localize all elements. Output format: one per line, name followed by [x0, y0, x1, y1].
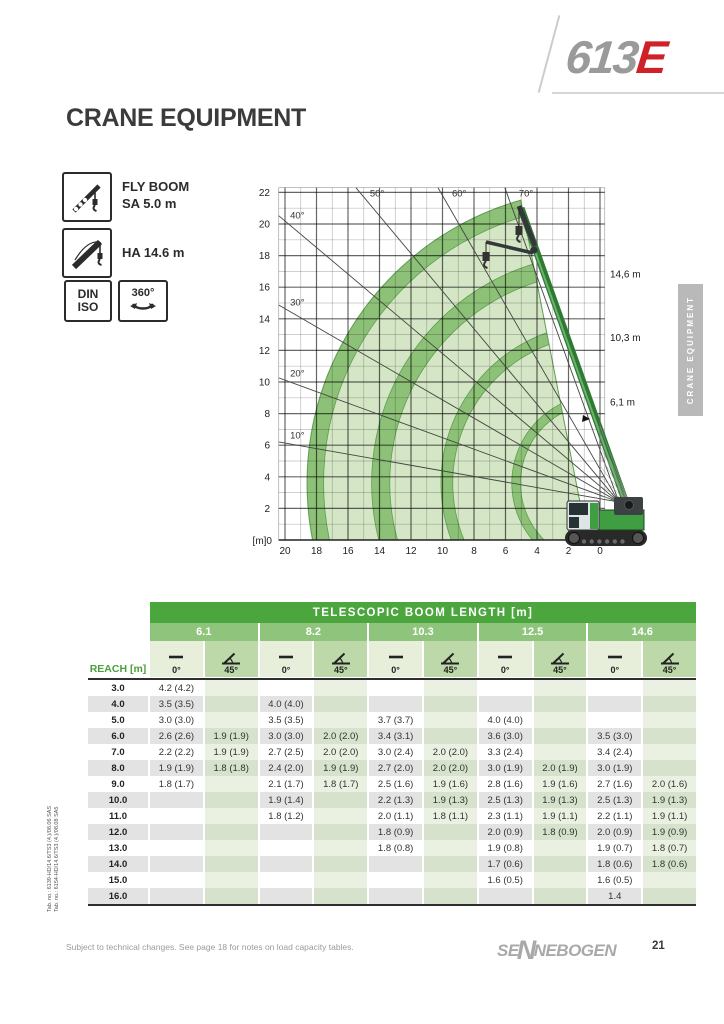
load-cell — [369, 680, 422, 696]
load-cell — [260, 680, 313, 696]
load-cell: 1.8 (0.6) — [588, 856, 641, 872]
load-cell — [424, 856, 477, 872]
x-tick-label: 10 — [436, 546, 449, 557]
reach-row-label: 3.0 — [88, 680, 148, 696]
load-cell — [369, 856, 422, 872]
angle-45-header — [424, 641, 477, 677]
y-zero-label: [m]0 — [252, 536, 272, 547]
angle-45-icon — [548, 652, 572, 665]
load-cell — [643, 712, 696, 728]
load-cell: 1.9 (1.9) — [205, 728, 258, 744]
din-iso-box — [64, 280, 112, 322]
load-cell — [205, 680, 258, 696]
load-cell — [424, 840, 477, 856]
reach-header: REACH [m] — [89, 663, 147, 675]
reach-row-label: 12.0 — [88, 824, 148, 840]
angle-0-header — [588, 641, 641, 677]
x-tick-label: 20 — [279, 546, 291, 557]
angle-degree-label: 45° — [224, 665, 238, 675]
model-number: 613 — [563, 31, 640, 83]
load-cell: 4.0 (4.0) — [479, 712, 532, 728]
load-cell: 2.5 (1.3) — [479, 792, 532, 808]
table-bottom-rule — [88, 904, 696, 906]
load-cell: 4.2 (4.2) — [150, 680, 203, 696]
load-cell: 4.0 (4.0) — [260, 696, 313, 712]
load-cell — [643, 728, 696, 744]
load-cell: 2.7 (2.5) — [260, 744, 313, 760]
load-cell: 1.8 (0.6) — [643, 856, 696, 872]
rotation-arrow-icon — [128, 300, 158, 312]
load-cell: 1.9 (1.4) — [260, 792, 313, 808]
load-cell: 2.2 (2.2) — [150, 744, 203, 760]
side-tab — [678, 284, 703, 416]
load-cell: 2.7 (2.0) — [369, 760, 422, 776]
x-tick-label: 18 — [310, 546, 323, 557]
load-cell: 3.0 (3.0) — [260, 728, 313, 744]
angle-degree-label: 45° — [553, 665, 567, 675]
load-cell: 3.7 (3.7) — [369, 712, 422, 728]
load-cell — [205, 872, 258, 888]
y-tick-label: 22 — [258, 187, 270, 199]
load-cell: 3.4 (3.1) — [369, 728, 422, 744]
angle-label: 40° — [290, 210, 305, 222]
x-tick-label: 12 — [405, 546, 417, 557]
angle-degree-label: 0° — [391, 665, 400, 675]
x-tick-label: 8 — [471, 546, 477, 557]
load-cell — [534, 744, 587, 760]
load-cell — [260, 824, 313, 840]
logo-diagonal-line — [538, 15, 561, 93]
load-cell: 1.9 (0.7) — [588, 840, 641, 856]
angle-label: 20° — [290, 368, 305, 380]
load-cell: 2.8 (1.6) — [479, 776, 532, 792]
x-tick-label: 14 — [373, 546, 386, 557]
y-tick-label: 18 — [258, 251, 270, 263]
load-cell: 1.9 (1.1) — [643, 808, 696, 824]
load-cell — [260, 888, 313, 904]
load-cell: 1.9 (1.9) — [205, 744, 258, 760]
load-cell — [534, 696, 587, 712]
angle-0-icon — [385, 652, 407, 665]
load-cell — [643, 872, 696, 888]
angle-degree-label: 0° — [500, 665, 510, 675]
load-cell: 3.5 (3.0) — [588, 728, 641, 744]
hook-main — [516, 226, 523, 235]
load-cell: 1.9 (1.3) — [643, 792, 696, 808]
load-cell: 3.0 (1.9) — [479, 760, 532, 776]
load-cell: 3.0 (2.4) — [369, 744, 422, 760]
x-tick-label: 4 — [534, 546, 540, 557]
load-cell: 1.8 (0.7) — [643, 840, 696, 856]
load-cell — [150, 792, 203, 808]
angle-degree-label: 45° — [333, 665, 348, 675]
angle-degree-label: 45° — [662, 665, 677, 675]
table-number-notes: Tab. no.: 6139-HD/14.6/TS3 (4.)/08.06 SAS Tab. no.: 6154-HD/14.6/TS3 (4.)/08.08 SA5 — [47, 805, 60, 912]
angle-degree-label: 0° — [610, 665, 620, 675]
load-cell — [205, 696, 258, 712]
load-cell — [588, 712, 641, 728]
load-cell: 1.8 (0.9) — [534, 824, 587, 840]
load-cell: 1.9 (1.1) — [534, 808, 587, 824]
load-cell: 1.9 (1.6) — [534, 776, 587, 792]
angle-0-icon — [604, 652, 626, 665]
load-cell: 3.5 (3.5) — [150, 696, 203, 712]
load-cell — [534, 840, 587, 856]
brand-big-n: N — [516, 935, 536, 965]
angle-label: 10° — [290, 430, 305, 442]
ha-boom-icon-box — [62, 228, 112, 278]
load-cell — [424, 696, 477, 712]
load-cell: 3.0 (3.0) — [150, 712, 203, 728]
y-tick-label: 16 — [258, 282, 270, 294]
working-range-diagram — [238, 168, 672, 568]
load-cell — [534, 872, 587, 888]
load-cell — [314, 696, 367, 712]
load-cell: 1.9 (1.9) — [314, 760, 367, 776]
load-cell — [588, 696, 641, 712]
side-tab-label: CRANE EQUIPMENT — [686, 295, 695, 405]
reach-row-label: 16.0 — [88, 888, 148, 904]
load-cell: 2.2 (1.1) — [588, 808, 641, 824]
load-cell — [534, 888, 587, 904]
angle-degree-label: 45° — [443, 665, 458, 675]
reach-row-label: 11.0 — [88, 808, 148, 824]
boom-length-label: 6,1 m — [610, 397, 636, 409]
fly-boom-label: FLY BOOM SA 5.0 m — [122, 179, 190, 211]
load-cell — [479, 696, 532, 712]
angle-0-header — [150, 641, 203, 677]
load-cell: 1.8 (0.9) — [369, 824, 422, 840]
load-cell — [534, 856, 587, 872]
angle-45-header — [643, 641, 696, 677]
load-cell: 1.8 (1.7) — [314, 776, 367, 792]
load-cell — [314, 872, 367, 888]
load-cell: 1.9 (0.8) — [479, 840, 532, 856]
y-tick-label: 12 — [258, 345, 270, 357]
angle-degree-label: 0° — [281, 665, 291, 675]
load-cell — [643, 680, 696, 696]
load-cell — [479, 680, 532, 696]
reach-row-label: 10.0 — [88, 792, 148, 808]
load-cell: 3.6 (3.0) — [479, 728, 532, 744]
boom-length-label: 14,6 m — [610, 269, 641, 281]
load-cell: 1.8 (1.1) — [424, 808, 477, 824]
load-cell — [314, 840, 367, 856]
load-cell — [150, 872, 203, 888]
reach-row-label: 14.0 — [88, 856, 148, 872]
angle-45-header — [534, 641, 587, 677]
load-cell — [150, 824, 203, 840]
load-cell: 2.0 (2.0) — [424, 744, 477, 760]
load-cell — [643, 888, 696, 904]
load-cell — [643, 744, 696, 760]
load-cell: 1.8 (1.8) — [205, 760, 258, 776]
load-cell: 3.4 (2.4) — [588, 744, 641, 760]
angle-0-header — [369, 641, 422, 677]
y-tick-label: 8 — [264, 409, 270, 421]
angle-0-icon — [165, 652, 187, 665]
reach-row-label: 4.0 — [88, 696, 148, 712]
load-cell — [369, 696, 422, 712]
reach-row-label: 7.0 — [88, 744, 148, 760]
load-cell — [150, 808, 203, 824]
load-cell: 1.9 (0.9) — [643, 824, 696, 840]
page-number: 21 — [652, 940, 665, 952]
model-logo — [563, 30, 668, 84]
load-cell: 2.0 (0.9) — [588, 824, 641, 840]
table-corner-spacer — [88, 602, 148, 623]
x-tick-label: 0 — [597, 546, 603, 557]
load-cell: 2.1 (1.7) — [260, 776, 313, 792]
load-cell — [314, 856, 367, 872]
load-cell: 2.4 (2.0) — [260, 760, 313, 776]
rotation-360-label: 360° — [128, 287, 158, 315]
load-cell — [205, 856, 258, 872]
load-cell: 3.5 (3.5) — [260, 712, 313, 728]
reach-row-label: 13.0 — [88, 840, 148, 856]
table-title: TELESCOPIC BOOM LENGTH [m] — [150, 602, 696, 623]
load-cell: 1.8 (1.2) — [260, 808, 313, 824]
din-iso-label: DIN ISO — [77, 287, 99, 314]
angle-0-icon — [494, 652, 516, 665]
load-cell: 2.5 (1.3) — [588, 792, 641, 808]
load-cell — [205, 808, 258, 824]
load-cell — [260, 872, 313, 888]
load-cell: 3.3 (2.4) — [479, 744, 532, 760]
load-cell — [424, 872, 477, 888]
load-cell — [588, 680, 641, 696]
y-tick-label: 14 — [258, 314, 270, 326]
load-cell — [534, 712, 587, 728]
reach-row-label: 15.0 — [88, 872, 148, 888]
angle-label: 60° — [451, 188, 467, 200]
angle-label: 70° — [518, 188, 534, 200]
reach-row-label: 6.0 — [88, 728, 148, 744]
boom-length-label: 10,3 m — [610, 332, 641, 344]
load-cell — [369, 872, 422, 888]
load-cell — [205, 712, 258, 728]
brand-logo: SENNEBOGEN — [497, 935, 617, 965]
load-cell: 1.8 (1.7) — [150, 776, 203, 792]
telescopic-boom-icon — [67, 233, 107, 273]
load-cell: 2.3 (1.1) — [479, 808, 532, 824]
boom-length-header: 10.3 — [369, 623, 477, 641]
load-cell: 2.7 (1.6) — [588, 776, 641, 792]
x-tick-label: 16 — [342, 546, 354, 557]
load-cell: 1.6 (0.5) — [479, 872, 532, 888]
load-cell — [314, 712, 367, 728]
header-rule — [552, 92, 724, 94]
page-title: CRANE EQUIPMENT — [66, 104, 306, 132]
load-cell: 1.9 (1.9) — [150, 760, 203, 776]
ha-boom-label: HA 14.6 m — [122, 245, 185, 260]
load-cell — [150, 888, 203, 904]
angle-label: 30° — [290, 297, 305, 309]
load-cell — [260, 856, 313, 872]
angle-label: 50° — [369, 188, 385, 200]
y-tick-label: 10 — [258, 377, 270, 389]
load-cell: 3.0 (1.9) — [588, 760, 641, 776]
y-tick-label: 6 — [264, 440, 270, 452]
working-range-chart — [238, 168, 672, 568]
angle-45-icon — [329, 652, 353, 665]
rotation-360-box — [118, 280, 168, 322]
fly-boom-icon-box — [62, 172, 112, 222]
load-cell — [205, 792, 258, 808]
y-tick-label: 4 — [264, 472, 270, 484]
angle-45-header — [314, 641, 367, 677]
load-cell: 1.4 — [588, 888, 641, 904]
angle-45-header — [205, 641, 258, 677]
angle-0-icon — [275, 652, 297, 665]
angle-45-icon — [438, 652, 462, 665]
x-tick-label: 6 — [502, 546, 509, 557]
load-cell — [534, 728, 587, 744]
load-cell: 2.6 (2.6) — [150, 728, 203, 744]
load-cell: 2.0 (1.6) — [643, 776, 696, 792]
load-cell: 2.2 (1.3) — [369, 792, 422, 808]
boom-length-header: 14.6 — [588, 623, 696, 641]
load-cell — [643, 760, 696, 776]
load-cell — [534, 680, 587, 696]
load-cell — [205, 824, 258, 840]
load-cell — [424, 728, 477, 744]
load-cell: 1.9 (1.3) — [534, 792, 587, 808]
reach-row-label: 5.0 — [88, 712, 148, 728]
load-cell — [314, 888, 367, 904]
boom-length-header: 12.5 — [479, 623, 587, 641]
load-cell — [369, 888, 422, 904]
footer-note: Subject to technical changes. See page 18 for notes on load capacity tables. — [66, 942, 354, 952]
load-cell — [314, 680, 367, 696]
angle-0-header — [260, 641, 313, 677]
load-cell: 2.0 (2.0) — [314, 728, 367, 744]
reach-row-label: 8.0 — [88, 760, 148, 776]
load-cell: 2.5 (1.6) — [369, 776, 422, 792]
load-cell — [150, 840, 203, 856]
load-cell — [424, 888, 477, 904]
load-cell — [424, 712, 477, 728]
angle-0-header — [479, 641, 532, 677]
angle-degree-label: 0° — [172, 665, 181, 675]
x-tick-label: 2 — [565, 546, 572, 557]
boom-length-header: 8.2 — [260, 623, 368, 641]
load-cell: 1.9 (1.3) — [424, 792, 477, 808]
fly-boom-icon — [67, 177, 107, 217]
load-cell — [314, 792, 367, 808]
load-cell — [314, 824, 367, 840]
load-cell: 2.0 (2.0) — [314, 744, 367, 760]
load-capacity-table — [88, 602, 696, 906]
boom-length-header: 6.1 — [150, 623, 258, 641]
model-series-letter: E — [634, 31, 669, 83]
table-spacer — [88, 623, 148, 641]
angle-45-icon — [658, 652, 682, 665]
y-tick-label: 2 — [264, 503, 270, 515]
load-cell: 1.6 (0.5) — [588, 872, 641, 888]
load-cell: 1.7 (0.6) — [479, 856, 532, 872]
reach-row-label: 9.0 — [88, 776, 148, 792]
load-cell: 2.0 (1.9) — [534, 760, 587, 776]
angle-45-icon — [219, 652, 243, 665]
load-cell — [424, 680, 477, 696]
load-cell — [424, 824, 477, 840]
load-cell: 1.9 (1.6) — [424, 776, 477, 792]
load-cell — [479, 888, 532, 904]
load-cell: 2.0 (2.0) — [424, 760, 477, 776]
load-cell — [260, 840, 313, 856]
load-cell: 2.0 (1.1) — [369, 808, 422, 824]
load-cell — [205, 776, 258, 792]
load-cell — [205, 888, 258, 904]
load-cell: 1.8 (0.8) — [369, 840, 422, 856]
hook-fly — [483, 252, 490, 261]
y-tick-label: 20 — [258, 219, 270, 231]
load-cell: 2.0 (0.9) — [479, 824, 532, 840]
load-cell — [314, 808, 367, 824]
load-cell — [205, 840, 258, 856]
load-cell — [150, 856, 203, 872]
edge-marker — [582, 415, 590, 422]
load-cell — [643, 696, 696, 712]
